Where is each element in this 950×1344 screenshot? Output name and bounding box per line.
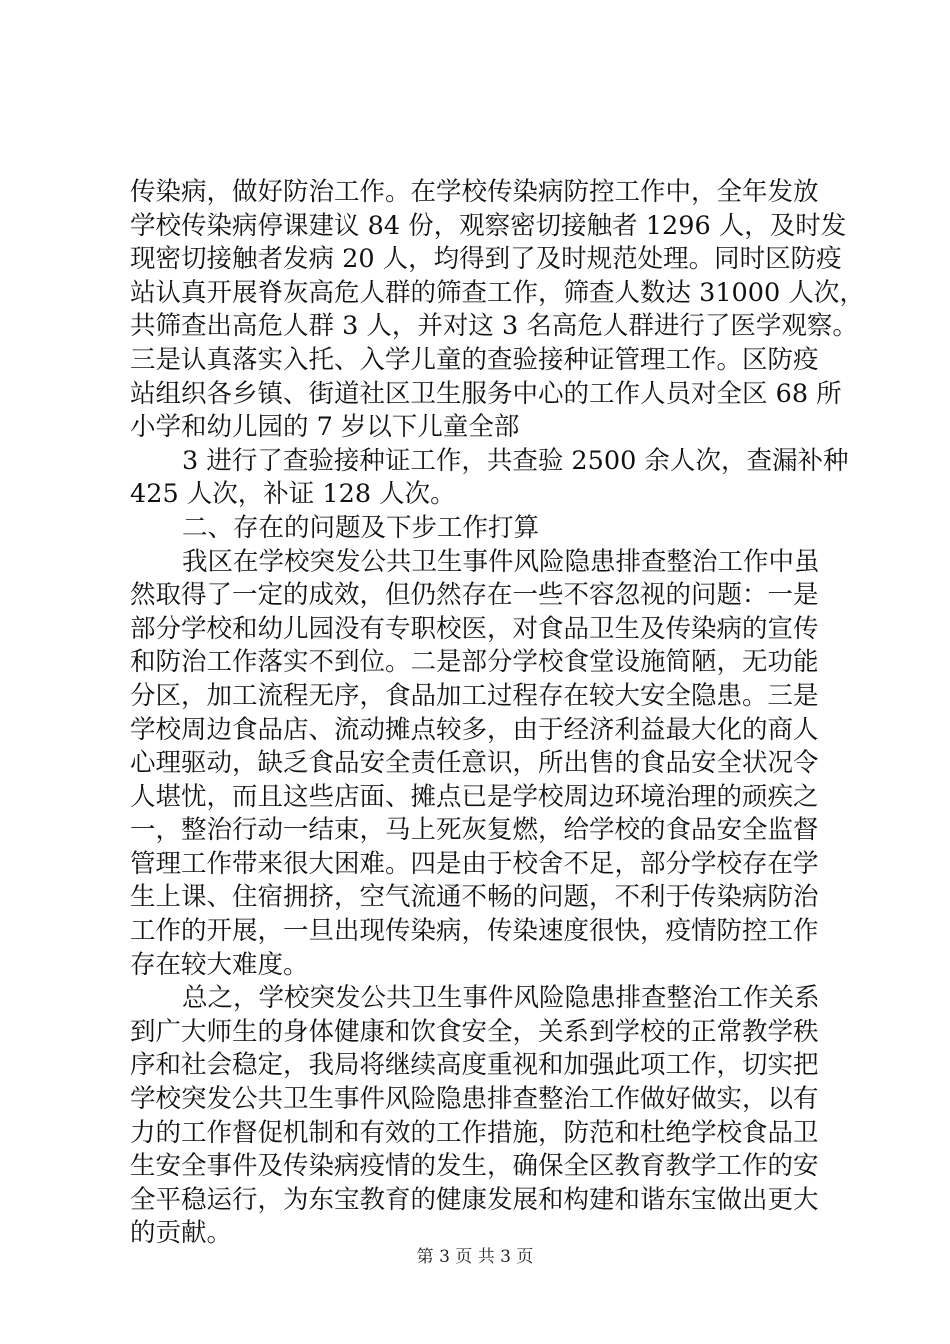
text-line: 序和社会稳定，我局将继续高度重视和加强此项工作，切实把 [130,1050,819,1081]
text-line: 站认真开展脊灰高危人群的筛查工作，筛查人数达 31000 人次， [130,277,865,308]
text-line: 生上课、住宿拥挤，空气流通不畅的问题，不利于传染病防治 [130,882,819,913]
text-line: 学校突发公共卫生事件风险隐患排查整治工作做好做实，以有 [130,1084,819,1115]
text-line: 现密切接触者发病 20 人，均得到了及时规范处理。同时区防疫 [130,244,842,275]
text-line: 传染病，做好防治工作。在学校传染病防控工作中，全年发放 [130,177,819,207]
text-line: 工作的开展，一旦出现传染病，传染速度很快，疫情防控工作 [130,916,819,947]
text-line: 共筛查出高危人群 3 人，并对这 3 名高危人群进行了医学观察。 [130,311,858,342]
text-line: 小学和幼儿园的 7 岁以下儿童全部 [130,412,520,443]
text-line: 人堪忧，而且这些店面、摊点已是学校周边环境治理的顽疾之 [130,781,819,812]
text-line: 二、存在的问题及下步工作打算 [182,512,540,543]
text-line: 力的工作督促机制和有效的工作措施，防范和杜绝学校食品卫 [130,1117,819,1148]
text-line: 管理工作带来很大困难。四是由于校舍不足，部分学校存在学 [130,848,819,879]
text-line: 425 人次，补证 128 人次。 [130,479,456,510]
text-line: 到广大师生的身体健康和饮食安全，关系到学校的正常教学秩 [130,1016,819,1047]
text-line: 学校传染病停课建议 84 份，观察密切接触者 1296 人，及时发 [130,210,847,241]
text-line: 然取得了一定的成效，但仍然存在一些不容忽视的问题：一是 [130,580,819,611]
text-line: 我区在学校突发公共卫生事件风险隐患排查整治工作中虽 [182,546,820,577]
text-line: 站组织各乡镇、街道社区卫生服务中心的工作人员对全区 68 所 [130,378,842,409]
text-line: 学校周边食品店、流动摊点较多，由于经济利益最大化的商人 [130,714,819,745]
text-line: 存在较大难度。 [130,949,309,980]
text-line: 全平稳运行，为东宝教育的健康发展和构建和谐东宝做出更大 [130,1184,819,1215]
text-line: 的贡献。 [130,1218,233,1249]
text-line: 心理驱动，缺乏食品安全责任意识，所出售的食品安全状况令 [130,748,819,779]
page-footer: 第 3 页 共 3 页 [416,1247,534,1267]
text-line: 生安全事件及传染病疫情的发生，确保全区教育教学工作的安 [130,1151,819,1182]
text-line: 部分学校和幼儿园没有专职校医，对食品卫生及传染病的宣传 [130,613,819,644]
text-line: 和防治工作落实不到位。二是部分学校食堂设施简陋，无功能 [130,647,819,678]
text-line: 3 进行了查验接种证工作，共查验 2500 余人次，查漏补种 [182,445,849,476]
text-line: 总之，学校突发公共卫生事件风险隐患排查整治工作关系 [182,983,820,1014]
text-line: 三是认真落实入托、入学儿童的查验接种证管理工作。区防疫 [130,344,819,375]
document-body [130,176,865,1251]
text-line: 分区，加工流程无序，食品加工过程存在较大安全隐患。三是 [130,680,819,711]
text-line: 一，整治行动一结束，马上死灰复燃，给学校的食品安全监督 [130,815,819,846]
